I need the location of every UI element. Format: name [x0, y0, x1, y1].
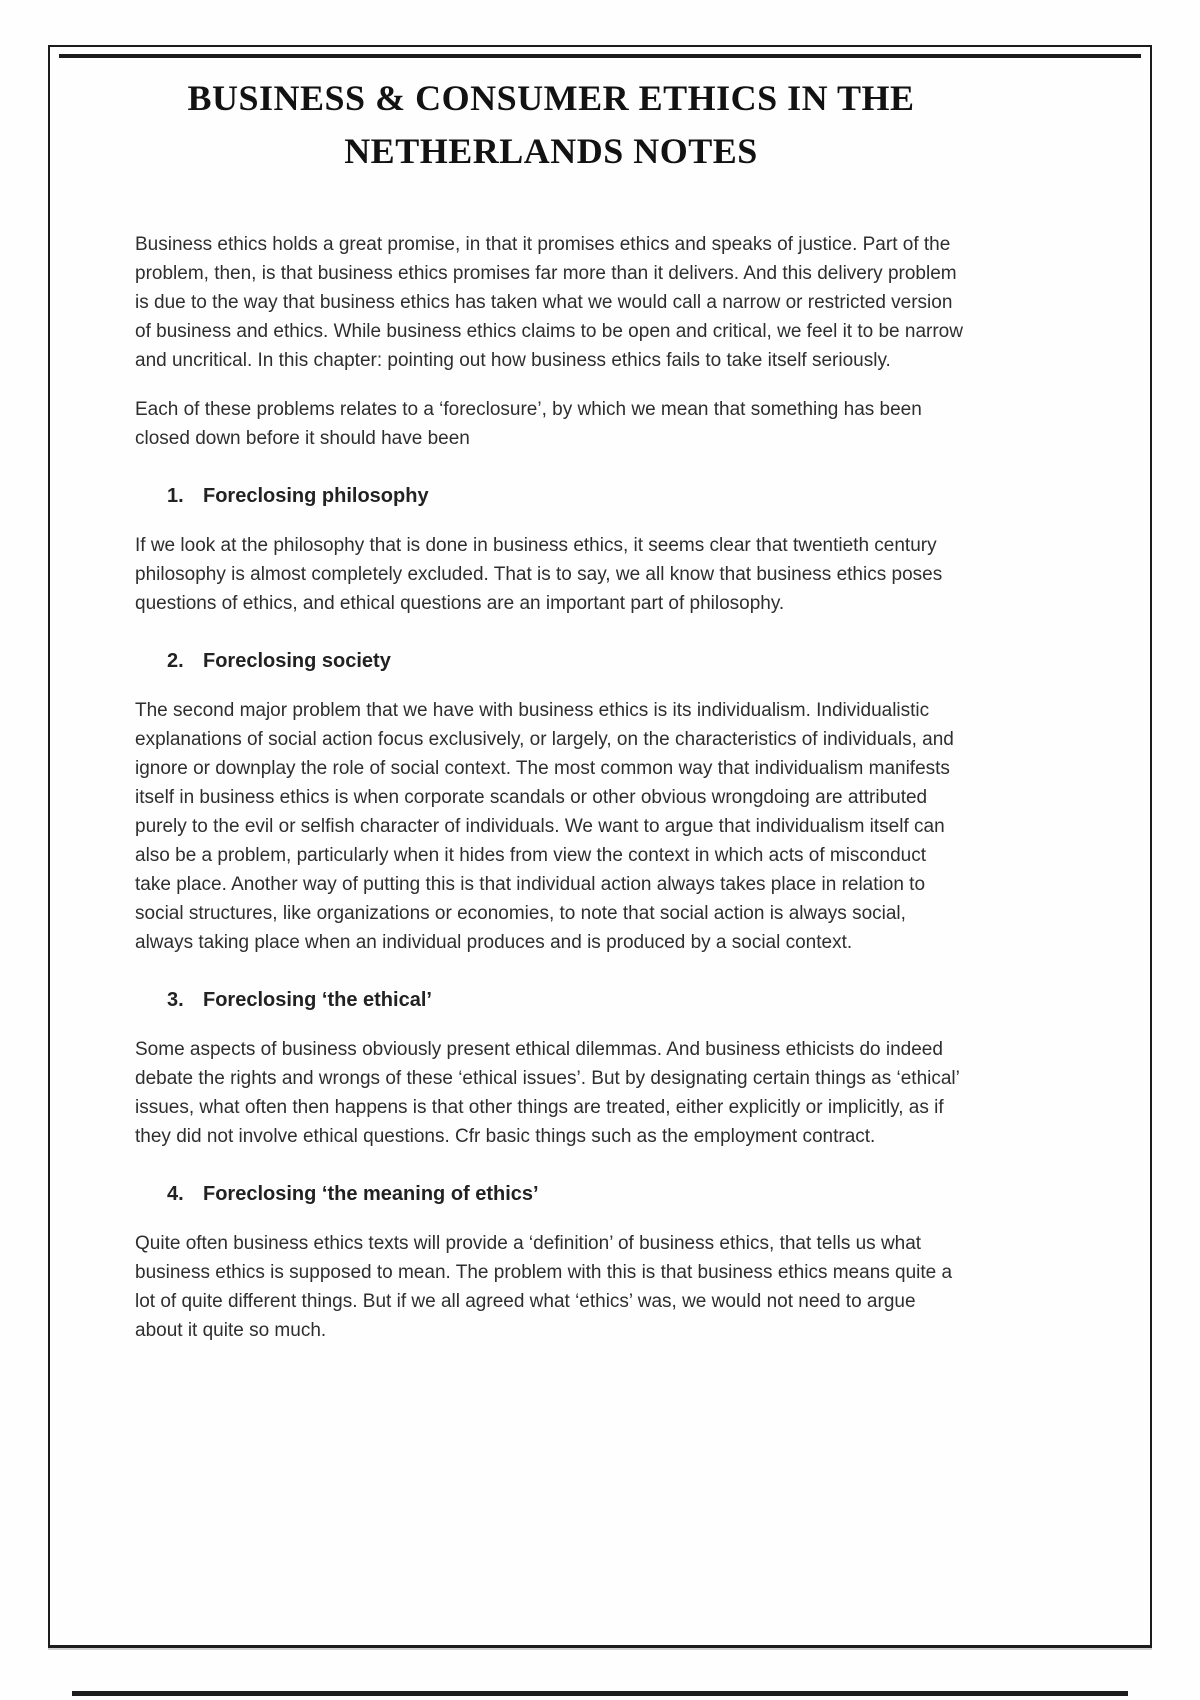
section-number-1: 1. [167, 485, 184, 507]
section-title-3: Foreclosing ‘the ethical’ [203, 989, 432, 1011]
section-title-4: Foreclosing ‘the meaning of ethics’ [203, 1183, 539, 1205]
intro-paragraph-1: Business ethics holds a great promise, in that it promises ethics and speaks of justice. Part of the problem, then, is that business ethics promises far more than it delivers. And this delivery problem is due to the way that business ethics has taken what we would call a narrow or restricted version of business and ethics. While business ethics claims to be open and critical, we feel it to be narrow and uncritical. In this chapter: pointing out how business ethics fails to take itself seriously. [135, 234, 963, 371]
section-heading-2 [167, 648, 967, 674]
intro-paragraph-2: Each of these problems relates to a ‘foreclosure’, by which we mean that something has been closed down before it should have been [135, 399, 922, 449]
section-heading-1 [167, 483, 967, 509]
section-heading-4 [167, 1181, 967, 1207]
page-title [135, 72, 967, 178]
next-page-top-border [72, 1691, 1128, 1696]
section-title-2: Foreclosing society [203, 650, 391, 672]
page-title-line-1: BUSINESS & CONSUMER ETHICS IN THE [187, 78, 915, 118]
section-body-1: If we look at the philosophy that is done in business ethics, it seems clear that twentieth century philosophy is almost completely excluded. That is to say, we all know that business ethics poses questions of ethics, and ethical questions are an important part of philosophy. [135, 535, 943, 614]
section-heading-3 [167, 987, 967, 1013]
section-title-1: Foreclosing philosophy [203, 485, 429, 507]
section-number-2: 2. [167, 650, 184, 672]
page-content [50, 58, 1150, 1345]
page-border-frame [48, 45, 1152, 1648]
section-number-3: 3. [167, 989, 184, 1011]
section-number-4: 4. [167, 1183, 184, 1205]
section-body-2: The second major problem that we have with business ethics is its individualism. Individualistic explanations of social action focus exclusively, or largely, on the characteristics of individuals, and ignore or downplay the role of social context. The most common way that individualism manifests itself in business ethics is when corporate scandals or other obvious wrongdoing are attributed purely to the evil or selfish character of individuals. We want to argue that individualism itself can also be a problem, particularly when it hides from view the context in which acts of misconduct take place. Another way of putting this is that individual action always takes place in relation to social structures, like organizations or economies, to note that social action is always social, always taking place when an individual produces and is produced by a social context. [135, 700, 954, 953]
page-title-line-2: NETHERLANDS NOTES [344, 131, 758, 171]
section-body-4: Quite often business ethics texts will provide a ‘definition’ of business ethics, that tells us what business ethics is supposed to mean. The problem with this is that business ethics means quite a lot of quite different things. But if we all agreed what ‘ethics’ was, we would not need to argue about it quite so much. [135, 1233, 953, 1341]
section-body-3: Some aspects of business obviously present ethical dilemmas. And business ethicists do indeed debate the rights and wrongs of these ‘ethical issues’. But by designating certain things as ‘ethical’ issues, what often then happens is that other things are treated, either explicitly or implicitly, as if they did not involve ethical questions. Cfr basic things such as the employment contract. [135, 1039, 960, 1147]
